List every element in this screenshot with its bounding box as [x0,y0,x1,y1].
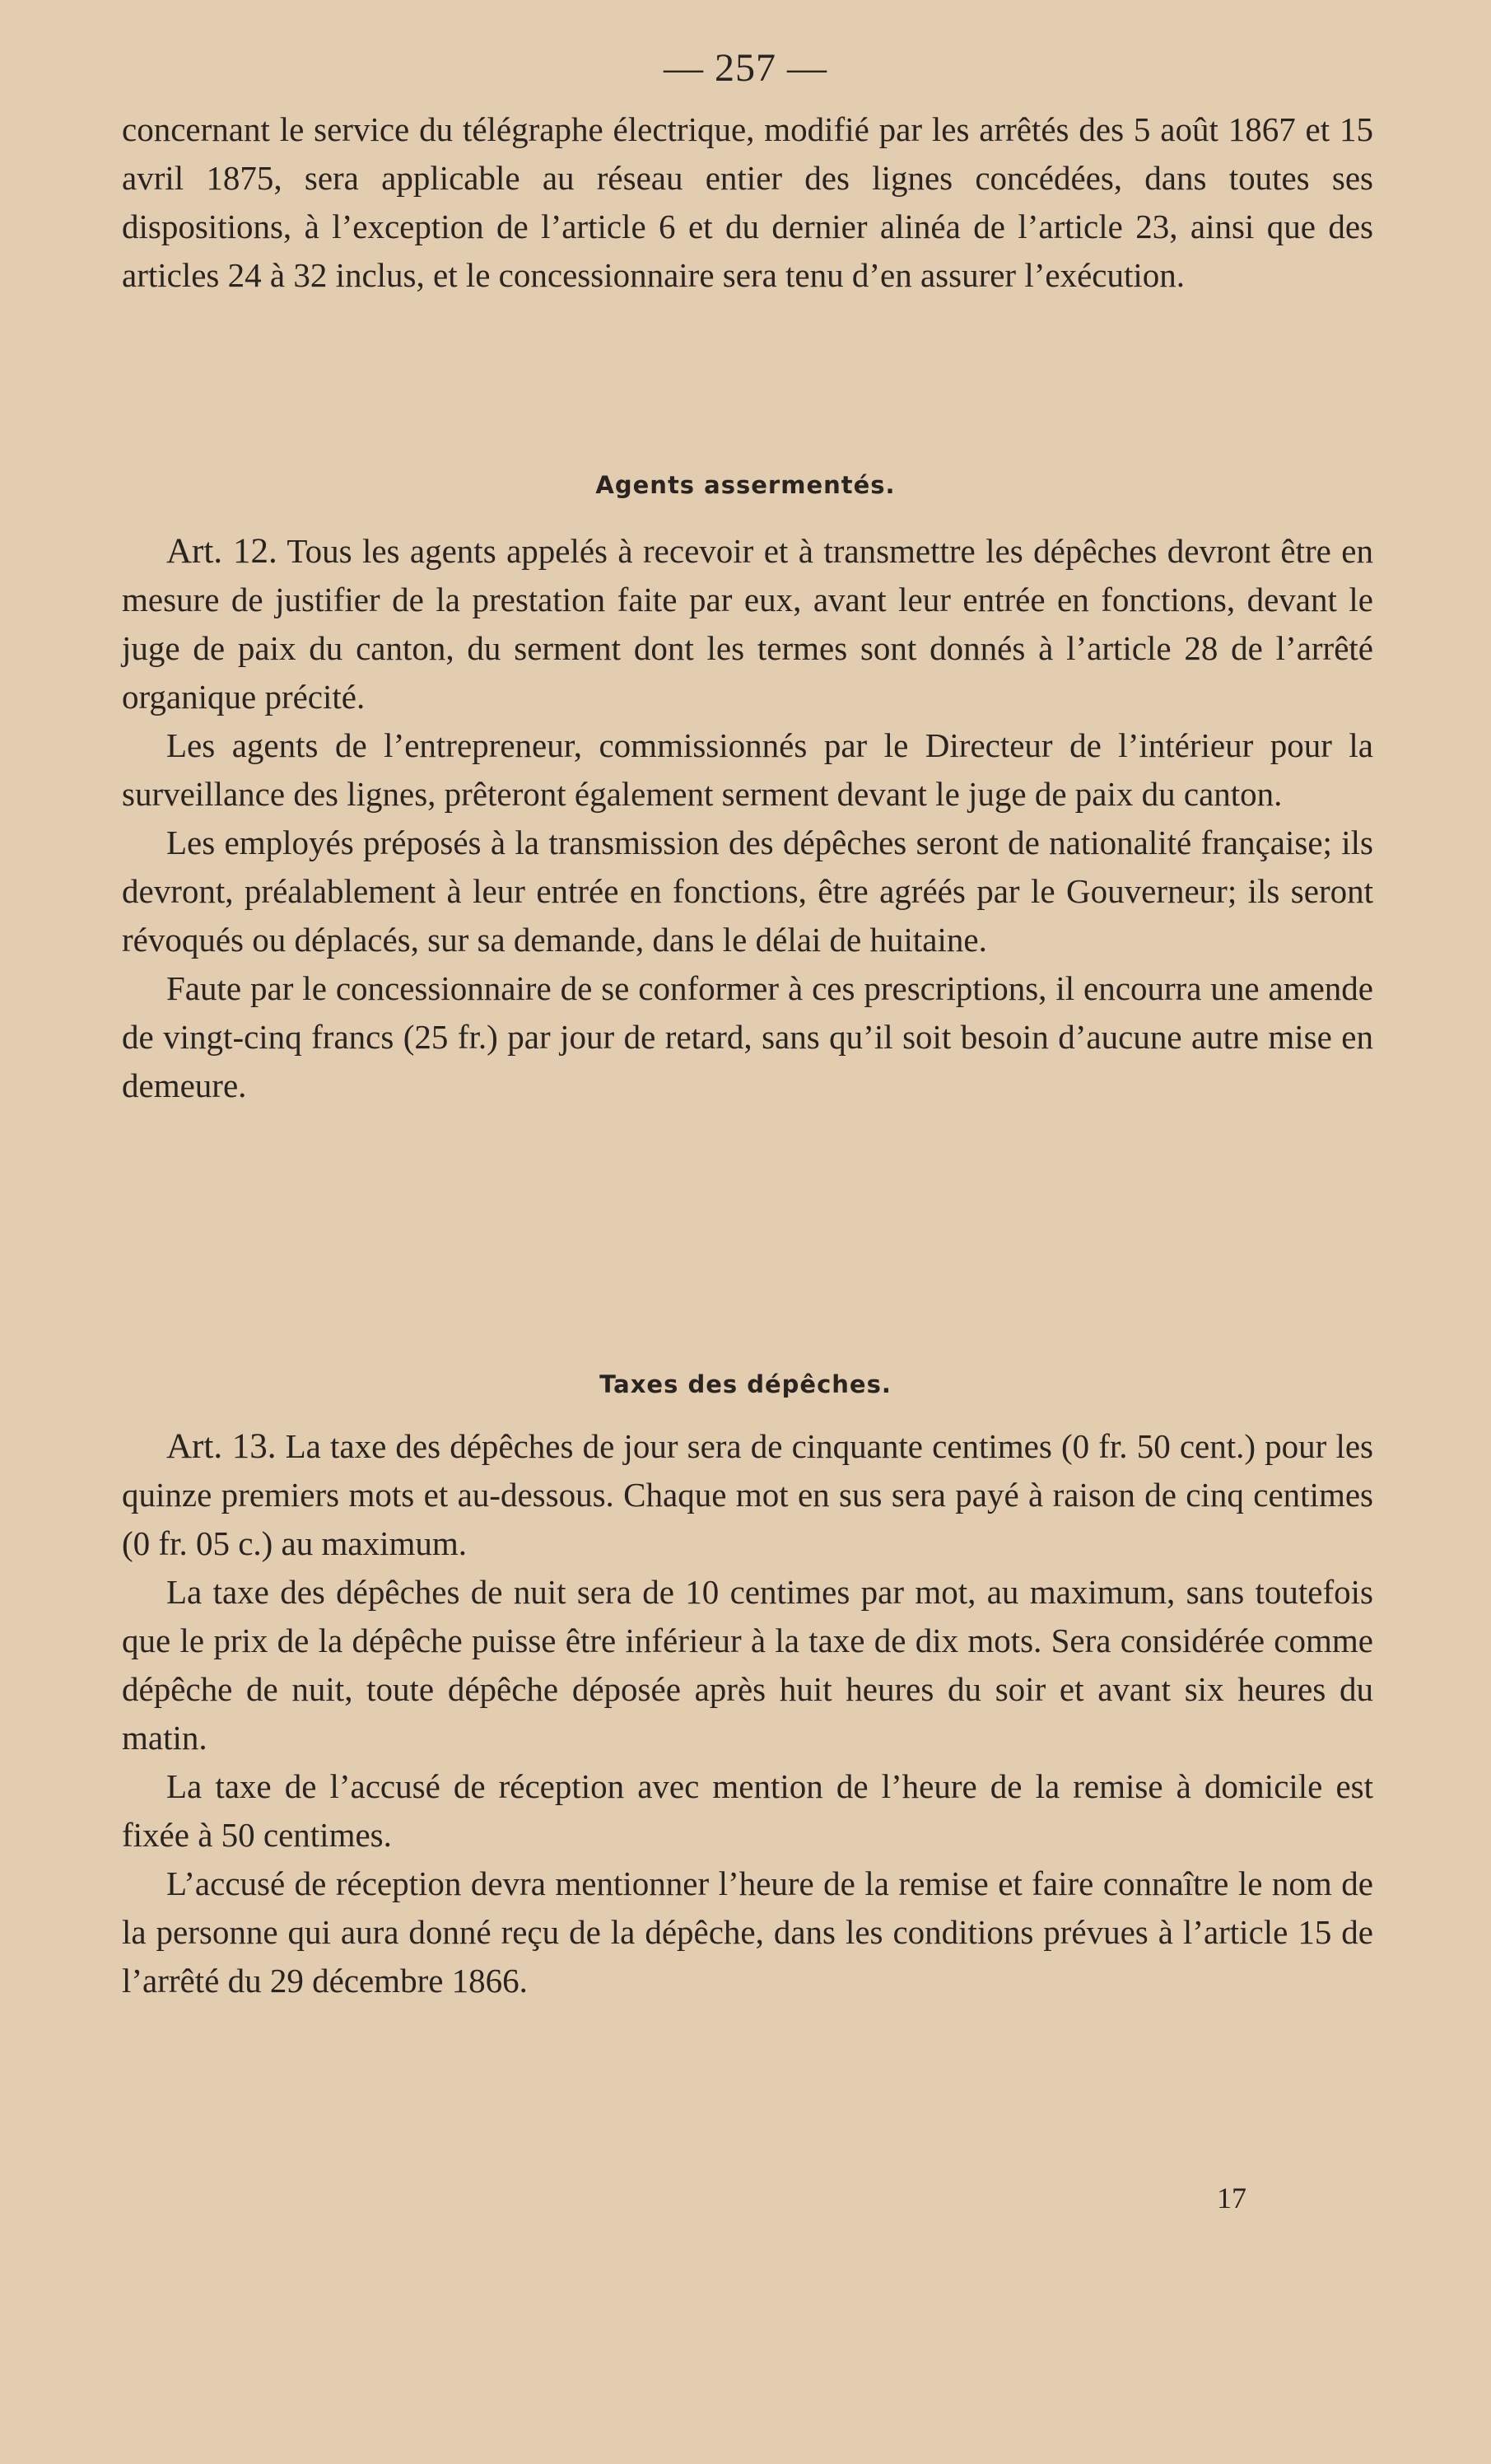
intro-block [122,105,1373,300]
article-13-paragraph-2: La taxe des dépêches de nuit sera de 10 centimes par mot, au maximum, sans toutefois que le prix de la dépêche puisse être inférieur à la taxe de dix mots. Sera considérée comme dépêche de nuit, toute dépêche déposée après huit heures du soir et avant six heures du matin. [122,1573,1373,1757]
article-12-text-1: Tous les agents appelés à recevoir et à transmettre les dépêches devront être en mesure de justifier de la prestation faite par eux, avant leur entrée en fonctions, devant le juge de paix du canton, du serment dont les termes sont donnés à l’article 28 de l’arrêté organique précité. [122,532,1373,716]
article-13-label: Art. 13. [166,1427,277,1466]
article-13-text-1: La taxe des dépêches de jour sera de cinquante centimes (0 fr. 50 cent.) pour les quinze premiers mots et au-dessous. Chaque mot en sus sera payé à raison de cinq centimes (0 fr. 05 c.) au maximum. [122,1427,1373,1562]
article-12-paragraph-3: Les employés préposés à la transmission des dépêches seront de nationalité française; ils devront, préalablement à leur entrée en fonctions, être agréés par le Gouverneur; ils seront révoqués ou déplacés, sur sa demande, dans le délai de huitaine. [122,824,1373,959]
article-12-label: Art. 12. [166,532,277,571]
article-13-paragraph-3: La taxe de l’accusé de réception avec mention de l’heure de la remise à domicile est fixée à 50 centimes. [122,1767,1373,1854]
section-heading-taxes: Taxes des dépêches. [599,1370,892,1398]
article-12-block [122,527,1373,1110]
article-12-paragraph-1 [122,527,1373,721]
intro-paragraph: concernant le service du télégraphe électrique, modifié par les arrêtés des 5 août 1867 et 15 avril 1875, sera applicable au réseau entier des lignes concédées, dans toutes ses dispositions, à l’exception de l’article 6 et du dernier alinéa de l’article 23, ainsi que des articles 24 à 32 inclus, et le concessionnaire sera tenu d’en assurer l’exécution. [122,110,1373,294]
article-12-paragraph-2: Les agents de l’entrepreneur, commissionnés par le Directeur de l’intérieur pour la surveillance des lignes, prêteront également serment devant le juge de paix du canton. [122,726,1373,813]
article-13-block [122,1422,1373,2005]
signature-mark: 17 [1217,2182,1246,2214]
section-heading-agents: Agents assermentés. [595,471,896,499]
article-12-paragraph-4: Faute par le concessionnaire de se conformer à ces prescriptions, il encourra une amende de vingt-cinq francs (25 fr.) par jour de retard, sans qu’il soit besoin d’aucune autre mise en demeure. [122,969,1373,1104]
page-number: — 257 — [664,46,827,90]
article-13-paragraph-4: L’accusé de réception devra mentionner l’heure de la remise et faire connaître le nom de la personne qui aura donné reçu de la dépêche, dans les conditions prévues à l’article 15 de l’arrêté du 29 décembre 1866. [122,1864,1373,2000]
article-13-paragraph-1 [122,1422,1373,1568]
